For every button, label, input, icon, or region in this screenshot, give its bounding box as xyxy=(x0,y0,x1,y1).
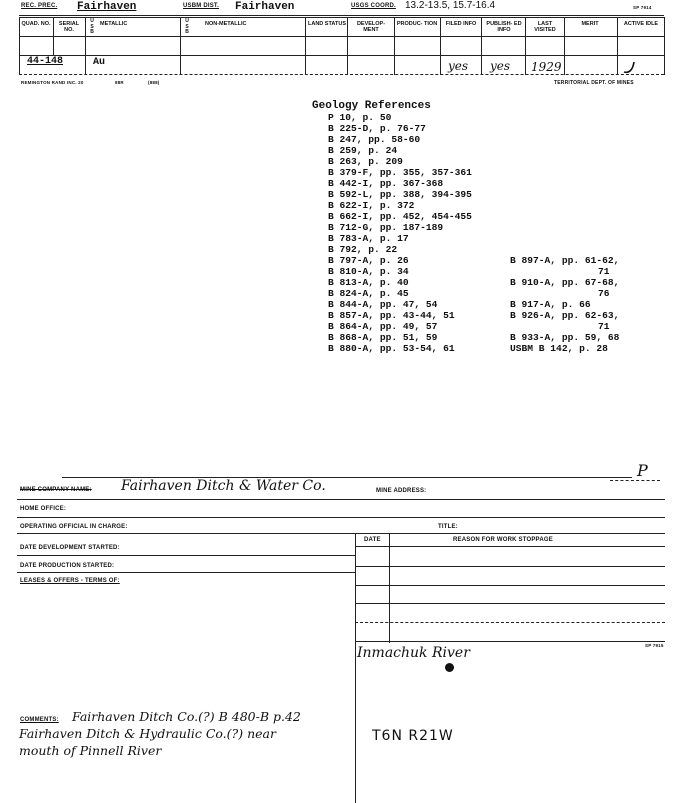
geology-ref-left: B 880-A, pp. 53-54, 61 xyxy=(328,343,455,354)
date-production-label: DATE PRODUCTION STARTED: xyxy=(20,563,115,569)
geology-ref-left: B 792, p. 22 xyxy=(328,244,398,255)
operating-official-label: OPERATING OFFICIAL IN CHARGE: xyxy=(20,524,128,530)
geology-ref-right: B 917-A, p. 66 xyxy=(510,299,591,310)
usgs-coord-value: 13.2-13.5, 15.7-16.4 xyxy=(405,0,496,11)
geology-ref-left: B 797-A, p. 26 xyxy=(328,255,409,266)
metallic-label: METALLIC xyxy=(100,21,128,27)
geology-left-list xyxy=(328,112,472,354)
non-metallic-label: NON-METALLIC xyxy=(205,21,247,27)
usbm-dist-value: Fairhaven xyxy=(235,1,295,13)
geology-ref-right: 71 xyxy=(598,266,610,277)
merit-label: MERIT xyxy=(581,21,599,27)
geology-ref-left: B 857-A, pp. 43-44, 51 xyxy=(328,310,455,321)
geology-ref-left: B 592-L, pp. 388, 394-395 xyxy=(328,189,472,200)
comments-line-1: Fairhaven Ditch Co.(?) B 480-B p.42 xyxy=(72,709,301,724)
last-visited-label: LAST VISITED xyxy=(534,21,556,33)
metallic-value: Au xyxy=(93,57,106,68)
geology-ref-left: B 864-A, pp. 49, 57 xyxy=(328,321,438,332)
geology-ref-left: B 662-I, pp. 452, 454-455 xyxy=(328,211,472,222)
rec-prec-value: Fairhaven xyxy=(77,1,137,13)
printer-code: 88R xyxy=(115,80,124,85)
geology-ref-left: B 810-A, p. 34 xyxy=(328,266,409,277)
geology-ref-right: 76 xyxy=(598,288,610,299)
geology-ref-left: B 247, pp. 58-60 xyxy=(328,134,421,145)
township-value: T6N R21W xyxy=(372,728,454,744)
geology-ref-right: B 926-A, pp. 62-63, xyxy=(510,310,620,321)
geology-ref-left: B 622-I, p. 372 xyxy=(328,200,415,211)
geology-ref-left: B 868-A, pp. 51, 59 xyxy=(328,332,438,343)
geology-ref-left: B 813-A, p. 40 xyxy=(328,277,409,288)
usbm-letters-2: U S B xyxy=(185,18,189,35)
comments-line-3: mouth of Pinnell River xyxy=(19,743,162,758)
corner-mark: P xyxy=(637,461,648,480)
reason-label: REASON FOR WORK STOPPAGE xyxy=(453,537,553,543)
last-visited-value: 1929 xyxy=(531,60,562,74)
geology-ref-left: B 259, p. 24 xyxy=(328,145,398,156)
geology-ref-left: B 379-F, pp. 355, 357-361 xyxy=(328,167,472,178)
mine-company-label: MINE COMPANY NAME: xyxy=(20,487,92,493)
published-value: yes xyxy=(490,59,511,73)
geology-ref-left: B 824-A, p. 45 xyxy=(328,288,409,299)
filed-info-label: FILED INFO xyxy=(445,21,477,27)
production-label: PRODUC- TION xyxy=(396,21,438,27)
active-idle-label: ACTIVE IDLE xyxy=(623,21,659,27)
published-info-label: PUBLISH- ED INFO xyxy=(486,21,522,33)
geology-ref-left: B 783-A, p. 17 xyxy=(328,233,409,244)
land-status-label: LAND STATUS xyxy=(308,21,346,27)
form-code-2: SP 7915 xyxy=(645,643,664,648)
territorial-note: TERRITORIAL DEPT. OF MINES xyxy=(554,80,634,86)
filed-value: yes xyxy=(448,59,469,73)
geology-ref-left: B 844-A, pp. 47, 54 xyxy=(328,299,438,310)
location-value: Inmachuk River xyxy=(357,645,470,661)
comments-label: COMMENTS: xyxy=(20,717,59,723)
comments-line-2: Fairhaven Ditch & Hydraulic Co.(?) near xyxy=(19,726,276,741)
usbm-dist-label: USBM DIST. xyxy=(183,3,220,9)
title-label: TITLE: xyxy=(438,524,458,530)
quad-serial-value: 44-148 xyxy=(27,56,64,67)
serial-no-label: SERIAL NO. xyxy=(58,21,80,33)
printer-note: REMINGTON RAND INC. 20 xyxy=(21,80,84,85)
date-development-label: DATE DEVELOPMENT STARTED: xyxy=(20,545,120,551)
geology-title: Geology References xyxy=(312,100,431,112)
geology-ref-right: B 897-A, pp. 61-62, xyxy=(510,255,620,266)
quad-no-label: QUAD. NO. xyxy=(21,21,51,27)
geology-right-list xyxy=(510,255,619,354)
geology-ref-left: B 442-I, pp. 367-368 xyxy=(328,178,444,189)
leases-label: LEASES & OFFERS - TERMS OF: xyxy=(20,578,120,584)
location-dot xyxy=(445,663,454,672)
date-label: DATE xyxy=(364,537,381,543)
geology-ref-left: B 225-D, p. 76-77 xyxy=(328,123,426,134)
geology-ref-left: B 263, p. 209 xyxy=(328,156,403,167)
geology-ref-right: USBM B 142, p. 28 xyxy=(510,343,608,354)
geology-ref-left: P 10, p. 50 xyxy=(328,112,392,123)
develop-label: DEVELOP- MENT xyxy=(356,21,386,33)
usbm-letters: U S B xyxy=(90,18,94,35)
home-office-label: HOME OFFICE: xyxy=(20,506,67,512)
mine-company-value: Fairhaven Ditch & Water Co. xyxy=(121,478,326,494)
form-code: SP 7914 xyxy=(633,5,652,10)
geology-ref-right: B 933-A, pp. 59, 68 xyxy=(510,332,620,343)
geology-ref-left: B 712-G, pp. 187-189 xyxy=(328,222,444,233)
usgs-coord-label: USGS COORD. xyxy=(351,3,396,9)
geology-ref-right: 71 xyxy=(598,321,610,332)
active-check-mark xyxy=(620,58,640,76)
printer-code-2: (888) xyxy=(148,80,160,85)
geology-ref-right: B 910-A, pp. 67-68, xyxy=(510,277,620,288)
rec-prec-label: REC. PREC. xyxy=(21,3,58,9)
mine-address-label: MINE ADDRESS: xyxy=(376,488,427,494)
